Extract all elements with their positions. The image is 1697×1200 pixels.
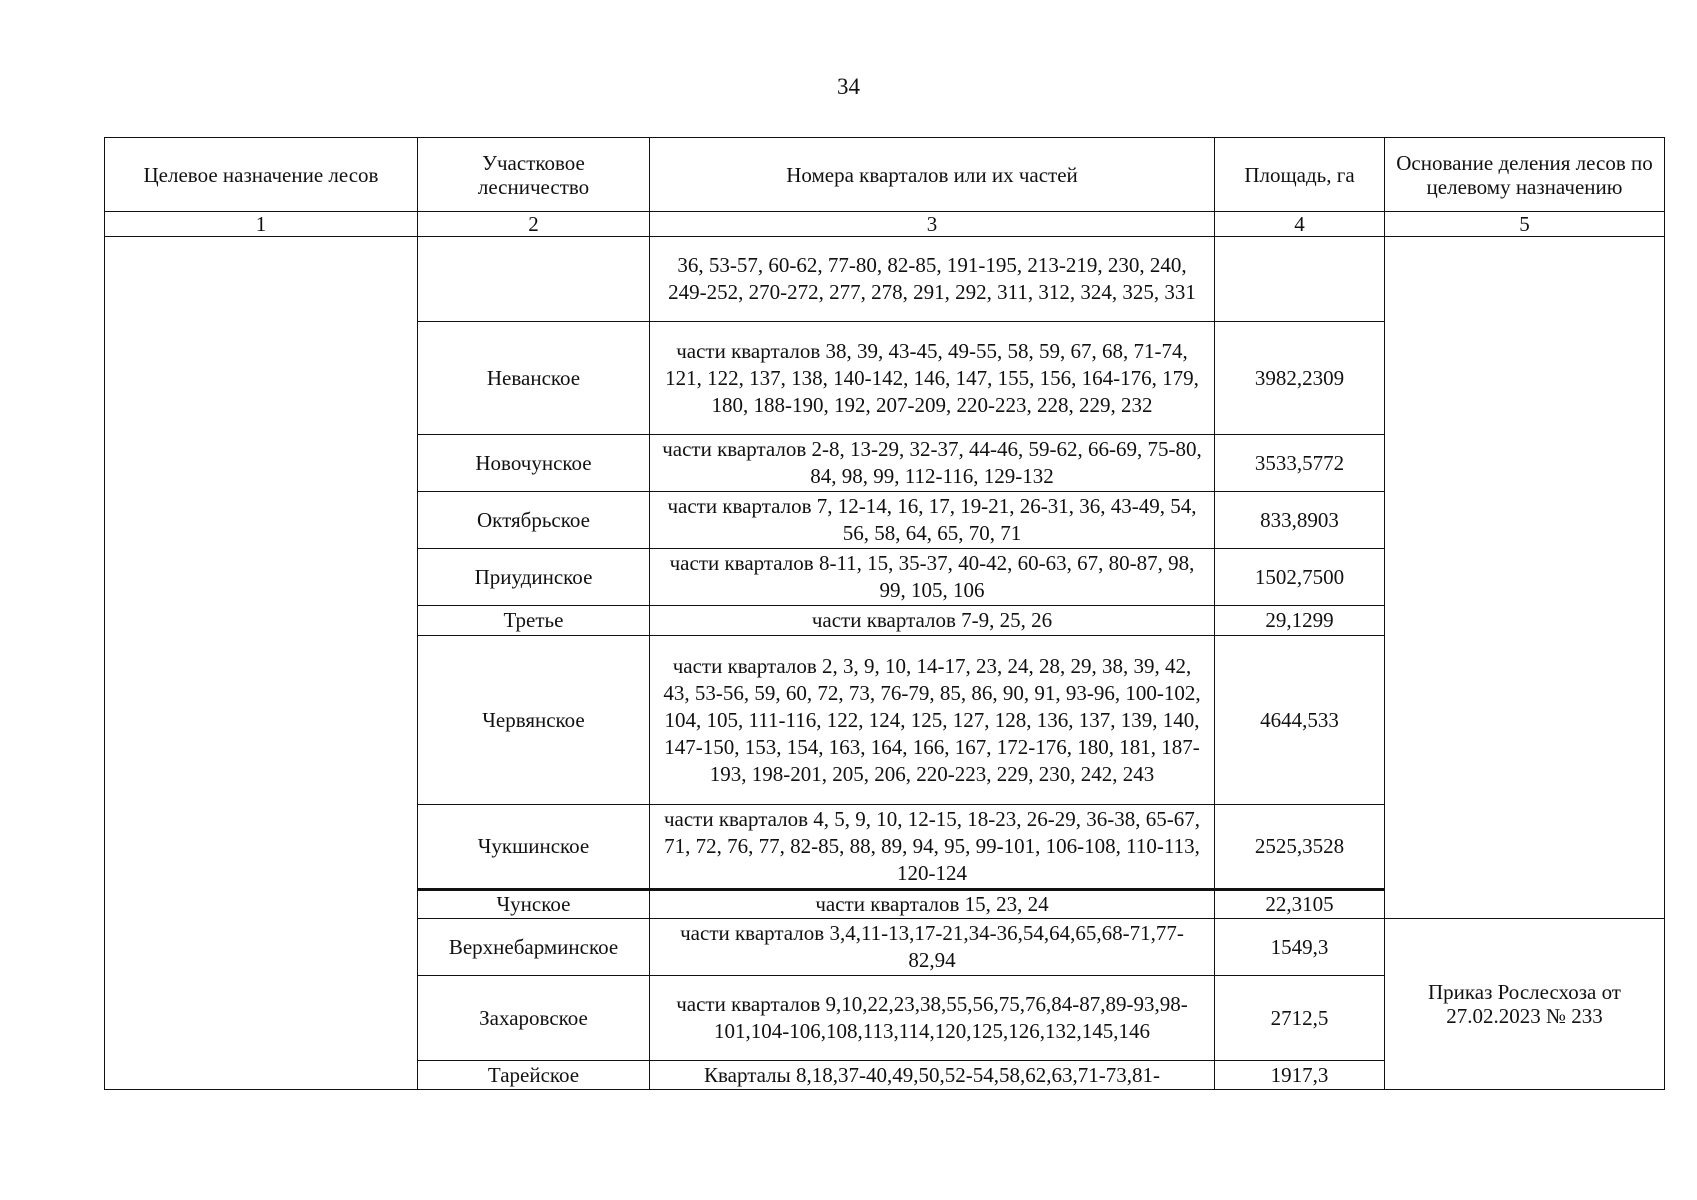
area-cell: 833,8903 [1215,492,1385,549]
quarters-cell: части кварталов 4, 5, 9, 10, 12-15, 18-23, 26-29, 36-38, 65-67, 71, 72, 76, 77, 82-85, 88, 89, 94, 95, 99-101, 106-108, 110-113, 120-124 [650,805,1215,890]
forestry-cell: Третье [418,606,650,636]
forestry-cell: Чунское [418,890,650,919]
basis-cell-group-1 [1385,237,1665,919]
quarters-cell: части кварталов 8-11, 15, 35-37, 40-42, 60-63, 67, 80-87, 98, 99, 105, 106 [650,549,1215,606]
column-number-row [105,212,1665,237]
column-number: 4 [1215,212,1385,237]
quarters-cell: части кварталов 7-9, 25, 26 [650,606,1215,636]
forest-purpose-table [104,137,1665,1090]
basis-cell-group-2: Приказ Рослесхоза от 27.02.2023 № 233 [1385,919,1665,1090]
table-row [105,237,1665,322]
header-quarter-numbers: Номера кварталов или их частей [650,138,1215,212]
forestry-cell: Захаровское [418,976,650,1061]
forest-purpose-cell [105,237,418,1090]
header-basis: Основание деления лесов по целевому назначению [1385,138,1665,212]
area-cell [1215,237,1385,322]
forestry-cell: Неванское [418,322,650,435]
quarters-cell: части кварталов 38, 39, 43-45, 49-55, 58, 59, 67, 68, 71-74, 121, 122, 137, 138, 140-142, 146, 147, 155, 156, 164-176, 179, 180, 188-190, 192, 207-209, 220-223, 228, 229, 232 [650,322,1215,435]
forestry-cell: Приудинское [418,549,650,606]
area-cell: 1549,3 [1215,919,1385,976]
area-cell: 3533,5772 [1215,435,1385,492]
forestry-cell [418,237,650,322]
area-cell: 22,3105 [1215,890,1385,919]
quarters-cell: части кварталов 9,10,22,23,38,55,56,75,76,84-87,89-93,98-101,104-106,108,113,114,120,125,126,132,145,146 [650,976,1215,1061]
forestry-cell: Новочунское [418,435,650,492]
column-number: 5 [1385,212,1665,237]
page-number: 34 [837,74,860,99]
forestry-cell: Тарейское [418,1061,650,1090]
quarters-cell: части кварталов 2-8, 13-29, 32-37, 44-46, 59-62, 66-69, 75-80, 84, 98, 99, 112-116, 129-132 [650,435,1215,492]
quarters-cell: части кварталов 7, 12-14, 16, 17, 19-21, 26-31, 36, 43-49, 54, 56, 58, 64, 65, 70, 71 [650,492,1215,549]
area-cell: 2525,3528 [1215,805,1385,890]
area-cell: 1502,7500 [1215,549,1385,606]
area-cell: 29,1299 [1215,606,1385,636]
column-number: 3 [650,212,1215,237]
area-cell: 4644,533 [1215,636,1385,805]
header-forestry: Участковое лесничество [418,138,650,212]
forestry-cell: Верхнебарминское [418,919,650,976]
area-cell: 1917,3 [1215,1061,1385,1090]
forestry-cell: Червянское [418,636,650,805]
quarters-cell: части кварталов 3,4,11-13,17-21,34-36,54,64,65,68-71,77-82,94 [650,919,1215,976]
forestry-cell: Октябрьское [418,492,650,549]
column-number: 2 [418,212,650,237]
quarters-cell: Кварталы 8,18,37-40,49,50,52-54,58,62,63,71-73,81- [650,1061,1215,1090]
area-cell: 3982,2309 [1215,322,1385,435]
area-cell: 2712,5 [1215,976,1385,1061]
quarters-cell: части кварталов 15, 23, 24 [650,890,1215,919]
table-header-row [105,138,1665,212]
quarters-cell: 36, 53-57, 60-62, 77-80, 82-85, 191-195, 213-219, 230, 240, 249-252, 270-272, 277, 278, 291, 292, 311, 312, 324, 325, 331 [650,237,1215,322]
quarters-cell: части кварталов 2, 3, 9, 10, 14-17, 23, 24, 28, 29, 38, 39, 42, 43, 53-56, 59, 60, 72, 73, 76-79, 85, 86, 90, 91, 93-96, 100-102, 104, 105, 111-116, 122, 124, 125, 127, 128, 136, 137, 139, 140, 147-150, 153, 154, 163, 164, 166, 167, 172-176, 180, 181, 187-193, 198-201, 205, 206, 220-223, 229, 230, 242, 243 [650,636,1215,805]
forestry-cell: Чукшинское [418,805,650,890]
header-forest-purpose: Целевое назначение лесов [105,138,418,212]
header-area: Площадь, га [1215,138,1385,212]
column-number: 1 [105,212,418,237]
